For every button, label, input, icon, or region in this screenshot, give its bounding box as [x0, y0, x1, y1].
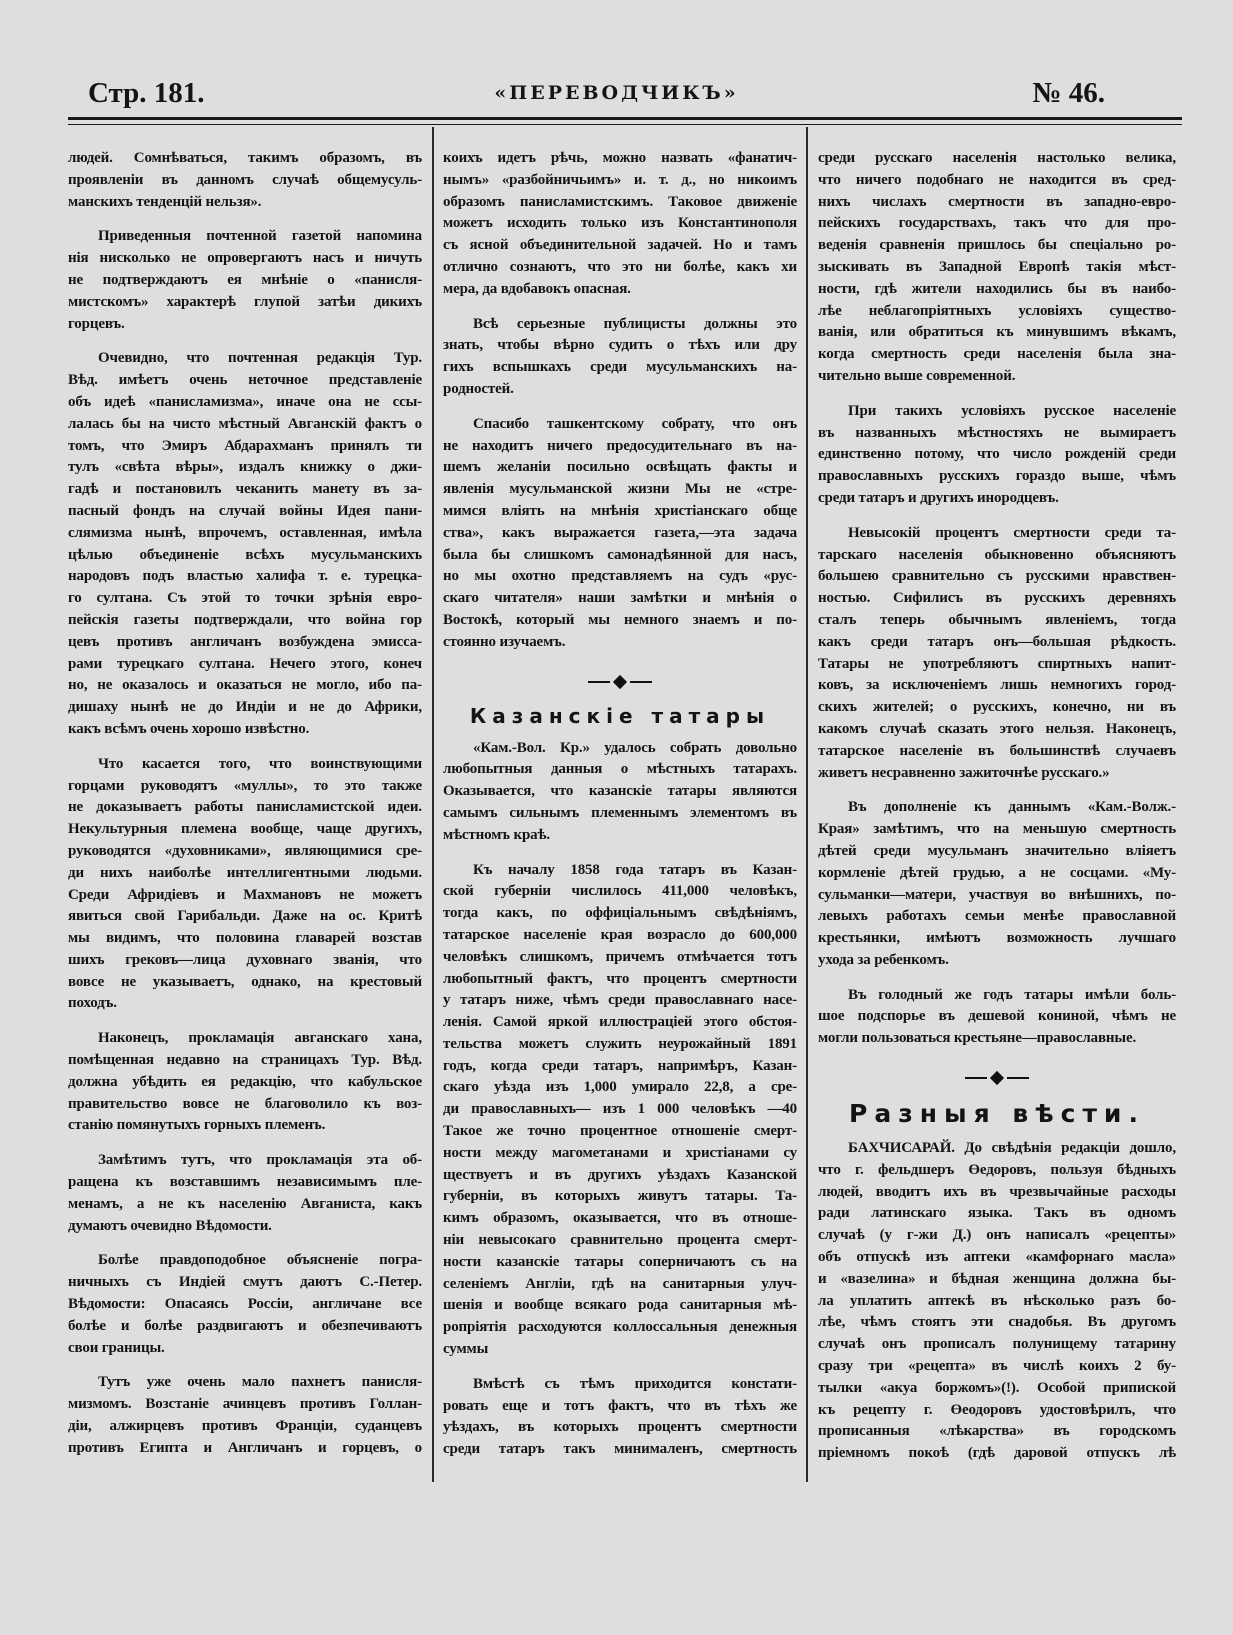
text-line: ществуетъ и въ другихъ уѣздахъ Казанской [443, 1166, 797, 1183]
text-line: ности между магометанами и христіанами су [443, 1144, 797, 1161]
text-line: людей, вводитъ ихъ въ чрезвычайные расходы [818, 1183, 1176, 1200]
header-rule-thick [68, 117, 1182, 120]
column-2 [443, 148, 797, 1474]
text-line: у татаръ ниже, чѣмъ среди православнаго насе- [443, 992, 797, 1009]
text-line: явиться свой Гарибальди. Даже на ос. Критѣ [68, 908, 422, 925]
text-line: мимся вліять на мнѣнія христіанскаго обще [443, 502, 797, 519]
paragraph [68, 754, 422, 1016]
text-line: губерніи, въ которыхъ живутъ татары. Та- [443, 1188, 797, 1205]
text-line: живетъ несравненно зажиточнѣе русскаго.» [818, 764, 1110, 781]
text-line: руководятся «духовниками», являющимися сре- [68, 842, 422, 859]
header-rule-thin [68, 124, 1182, 125]
text-line: объ идеѣ «панисламизма», иначе она не ссы- [68, 393, 422, 410]
paragraph [443, 414, 797, 654]
paragraph [818, 401, 1176, 510]
text-line: но мы охотно представляемъ на судъ «рус- [443, 568, 797, 585]
paragraph [443, 148, 797, 301]
section-heading: Разныя вѣсти. [849, 1099, 1145, 1129]
paragraph [68, 148, 422, 213]
issue-number: № 46. [1032, 77, 1105, 109]
text-line: Къ началу 1858 года татаръ въ Казан- [473, 861, 797, 878]
text-line: томъ, что Эмиръ Абдарахманъ принялъ ти [68, 437, 422, 454]
text-line: зыскивать въ Западной Европѣ такія мѣст- [818, 258, 1176, 275]
text-line: ніи невысокаго сравнительно процента смерт- [443, 1232, 797, 1249]
text-line: ращена къ возставшимъ независимымъ пле- [68, 1174, 422, 1191]
text-line: пейскія газеты подтверждали, что война гор [68, 611, 422, 628]
text-line: Вѣд. имѣетъ очень неточное представленіе [68, 372, 422, 389]
column-divider [432, 127, 434, 1482]
text-line: ради латинскаго языка. Такъ въ одномъ [818, 1205, 1176, 1222]
text-line: Замѣтимъ тутъ, что прокламація эта об- [98, 1152, 422, 1169]
text-line: ленія. Самой яркой иллюстраціей этого обстоя- [443, 1014, 797, 1031]
section-heading: Казанскіе татары [469, 703, 771, 728]
column-1 [68, 148, 422, 1473]
text-line: походъ. [68, 995, 117, 1012]
text-line: ничныхъ съ Индіей смутъ даютъ С.-Петер. [68, 1274, 422, 1291]
text-line: шихъ грековъ—лица духовнаго званія, что [68, 951, 422, 968]
text-line: лѣе неблагопріятныхъ условіяхъ существо- [818, 302, 1176, 319]
text-line: слямизма нынѣ, впрочемъ, оставленная, имѣла [68, 524, 422, 541]
text-line: когда смертность среди населенія была зна- [818, 346, 1176, 363]
section-divider-ornament-icon [818, 1064, 1176, 1092]
text-line: тарскаго населенія обыкновенно объясняютъ [818, 546, 1176, 563]
paragraph [68, 1372, 422, 1459]
text-line: ковъ, за исключеніемъ лишь немногихъ город- [818, 677, 1176, 694]
paragraph [68, 1028, 422, 1137]
text-line: гихъ вспышкахъ среди мусульманскихъ на- [443, 359, 797, 376]
text-line: Болѣе правдоподобное объясненіе погра- [98, 1252, 422, 1269]
text-line: горцами руководятъ «муллы», то это также [68, 777, 422, 794]
text-line: любопытныя данныя о мѣстныхъ татарахъ. [443, 761, 797, 778]
text-line: и «вазелина» и бѣдная женщина должна бы- [818, 1270, 1176, 1287]
text-line: народовъ подъ властью халифа т. е. турецка- [68, 568, 422, 585]
text-line: ропріятія расходуются коллоссальныя денежныя [443, 1319, 797, 1336]
text-line: какомъ случаѣ сказать этого нельзя. Наконецъ, [818, 720, 1176, 737]
text-line: стоянно изучаемъ. [443, 633, 566, 650]
text-line: го султана. Съ этой то точки зрѣнія евро- [68, 590, 422, 607]
text-line: случаѣ онъ прописалъ полунищему татарину [818, 1336, 1176, 1353]
text-line: гадѣ и постановилъ чеканить манету въ за- [68, 481, 422, 498]
text-line: съ ясной объединительной задачей. Но и тамъ [443, 237, 797, 254]
text-line: менамъ, а не къ населенію Авганиста, какъ [68, 1195, 422, 1212]
paragraph [443, 1374, 797, 1461]
paragraph [68, 1150, 422, 1237]
text-line: нихъ числахъ смертности въ западно-евро- [818, 193, 1176, 210]
paragraph [68, 1250, 422, 1359]
text-line: пріемномъ покоѣ (гдѣ даровой отпускъ лѣ [818, 1445, 1176, 1462]
text-line: татарское населеніе въ большинствѣ случаевъ [818, 742, 1176, 759]
text-line: Въ голодный же годъ татары имѣли боль- [848, 986, 1176, 1003]
text-line: Такое же точно процентное отношеніе смерт- [443, 1123, 797, 1140]
text-line: Востокѣ, который мы немного знаемъ и по- [443, 611, 797, 628]
text-line: левыхъ работахъ семьи менѣе православной [818, 908, 1176, 925]
text-line: суммы [443, 1341, 489, 1358]
text-line: годъ, когда среди татаръ, напримѣръ, Казан- [443, 1057, 797, 1074]
text-line: чительно выше современной. [818, 367, 1016, 384]
text-line: крестьянки, имѣютъ возможность лучшаго [818, 930, 1176, 947]
paragraph [818, 148, 1176, 388]
paragraph [68, 226, 422, 335]
text-line: сульманки—матери, участвуя во внѣшнихъ, по- [818, 886, 1176, 903]
text-line: православныхъ русскихъ гораздо выше, чѣмъ [818, 468, 1176, 485]
text-line: кормленіе дѣтей грудью, а не сосцами. «Му- [818, 864, 1176, 881]
text-line: человѣкъ слишкомъ, причемъ отмѣчается тотъ [443, 948, 797, 965]
text-line: скихъ жителей; о русскихъ, конечно, ни въ [818, 699, 1176, 716]
text-line: мѣстномъ краѣ. [443, 826, 550, 843]
text-line: При такихъ условіяхъ русское населеніе [848, 402, 1176, 419]
text-line: правительство вовсе не благоволило къ воз- [68, 1095, 422, 1112]
text-line: ди нихъ наиболѣе интеллигентными людьми. [68, 864, 422, 881]
text-line: единственно потому, что число рожденій среди [818, 446, 1176, 463]
text-line: Невысокій процентъ смертности среди та- [848, 524, 1176, 541]
text-line: мистскомъ» характерѣ глупой затѣи дикихъ [68, 293, 422, 310]
text-line: что ничего подобнаго не находится въ сред- [818, 171, 1176, 188]
text-line: не находитъ ничего предосудительнаго въ на- [443, 437, 797, 454]
text-line: цевъ противъ англичанъ возбуждена эмисса- [68, 633, 422, 650]
paragraph [68, 348, 422, 740]
text-line: Некультурныя племена вообще, чаще другихъ, [68, 821, 422, 838]
text-line: ства», какъ выражается газета,—эта задача [443, 524, 797, 541]
text-line: Всѣ серьезные публицисты должны это [473, 315, 797, 332]
text-line: сразу три «рецепта» въ числѣ коихъ 2 бу- [818, 1358, 1176, 1375]
text-line: любопытный фактъ, что процентъ смертности [443, 970, 797, 987]
text-line: къ рецепту г. Өеодоровъ удостовѣрилъ, что [818, 1401, 1176, 1418]
text-line: знать, чтобы вѣрно судить о тѣхъ или дру [443, 337, 797, 354]
text-line: Въ дополненіе къ даннымъ «Кам.-Волж.- [848, 799, 1176, 816]
text-line: скаго уѣзда изъ 1,000 умирало 22,8, а сре- [443, 1079, 797, 1096]
text-line: случаѣ (у г-жи Д.) онъ написалъ «рецепты» [818, 1227, 1176, 1244]
text-line: мизмомъ. Возстаніе ачинцевъ противъ Голлан- [68, 1396, 422, 1413]
text-line: объ отпускѣ изъ аптеки «камфорнаго масла» [818, 1249, 1176, 1266]
text-line: самымъ сильнымъ племеннымъ элементомъ въ [443, 804, 797, 821]
text-line: прописанныя «лѣкарства» въ городскомъ [818, 1423, 1176, 1440]
text-line: среди русскаго населенія настолько велика, [818, 150, 1176, 166]
text-line: пейскихъ государствахъ, такъ что для про- [818, 215, 1176, 232]
text-line: лалась бы на чисто мѣстный Авганскій фактъ о [68, 415, 422, 432]
paragraph [443, 860, 797, 1361]
paragraph [818, 523, 1176, 785]
text-line: діи, алжирцевъ противъ Франціи, суданцевъ [68, 1418, 422, 1435]
text-line: татарское населеніе края возрасло до 600,000 [443, 926, 797, 943]
text-line: горцевъ. [68, 315, 125, 332]
text-line: шемъ желаніи посильно освѣщать факты и [443, 459, 797, 476]
text-line: Наконецъ, прокламація авганскаго хана, [98, 1030, 422, 1047]
text-line: сталъ теперь обычнымъ явленіемъ, тогда [818, 611, 1176, 628]
text-line: тогда какъ, по оффиціальнымъ свѣдѣніямъ, [443, 905, 797, 922]
text-line: веденія сравненія пришлось бы спеціально ро- [818, 237, 1176, 254]
text-line: вовсе не указываетъ, однако, на крестовый [68, 973, 422, 990]
text-line: Среди Афридіевъ и Махмановъ не можетъ [68, 886, 422, 903]
text-line: селеніемъ Англіи, гдѣ на санитарныя улуч- [443, 1275, 797, 1292]
text-line: лѣе, чѣмъ стоятъ эти снадобья. Въ другомъ [818, 1314, 1176, 1331]
text-line: тылки «акуа боржомъ»(!). Особой припиской [818, 1379, 1176, 1396]
text-line: свои границы. [68, 1339, 165, 1356]
text-line: ди православныхъ— изъ 1 000 человѣкъ —40 [443, 1101, 797, 1118]
text-line: Оказывается, что казанскіе татары являются [443, 783, 797, 800]
text-line: Спасибо ташкентскому собрату, что онъ [473, 415, 797, 432]
text-line: ностью. Сифилисъ въ русскихъ деревняхъ [818, 590, 1176, 607]
text-line: противъ Египта и Англичанъ и горцевъ, о [68, 1439, 422, 1456]
text-line: ванія, или обратиться къ минувшимъ вѣкамъ, [818, 324, 1176, 341]
text-line: нія нисколько не опровергаютъ насъ и ничуть [68, 250, 422, 267]
text-line: образомъ панисламистскимъ. Таковое движеніе [443, 193, 797, 210]
text-line: болѣе и болѣе раздвигаютъ и обезпечиваютъ [68, 1317, 422, 1334]
text-line: коихъ идетъ рѣчь, можно назвать «фанатич- [443, 150, 797, 166]
text-line: пасный фондъ на случай войны Идея пани- [68, 502, 422, 519]
text-line: Вмѣстѣ съ тѣмъ приходится констати- [473, 1375, 797, 1392]
text-line: тулъ «свѣта вѣры», издалъ книжку о джи- [68, 459, 422, 476]
text-line: должна убѣдить ея редакцію, что кабульское [68, 1073, 422, 1090]
text-line: проявленіи въ данномъ случаѣ общемусуль- [68, 171, 422, 188]
text-line: среди татаръ такъ минималенъ, смертность [443, 1441, 797, 1458]
text-line: ности казанскіе татары соперничаютъ съ на [443, 1253, 797, 1270]
text-line: Вѣдомости: Опасаясь Россіи, англичане все [68, 1296, 422, 1313]
text-line: манскихъ тенденцій нельзя». [68, 193, 262, 210]
paragraph [818, 1138, 1176, 1465]
paragraph [818, 985, 1176, 1050]
text-line: шое подспорье въ дешевой кониной, чѣмъ не [818, 1008, 1176, 1025]
text-line: рами турецкаго султана. Нечего этого, конеч [68, 655, 422, 672]
text-line: Что касается того, что воинствующими [98, 755, 422, 772]
newspaper-title: «ПЕРЕВОДЧИКЪ» [494, 82, 739, 104]
text-line: БАХЧИСАРАЙ. До свѣдѣнія редакціи дошло, [848, 1140, 1176, 1157]
text-line: тельства можетъ служить неурожайный 1891 [443, 1035, 797, 1052]
text-line: Очевидно, что почтенная редакція Тур. [98, 350, 422, 367]
text-line: въ названныхъ мѣстностяхъ не вымираетъ [818, 424, 1176, 441]
text-line: цѣлью объединеніе всѣхъ мусульманскихъ [68, 546, 422, 563]
paragraph [443, 738, 797, 847]
column-3 [818, 148, 1176, 1478]
text-line: не доказываетъ работы панисламистской идеи. [68, 799, 422, 816]
text-line: скаго читателя» наши замѣтки и мнѣнія о [443, 590, 797, 607]
text-line: ухода за ребенкомъ. [818, 951, 949, 968]
text-line: станію помянутыхъ горныхъ племенъ. [68, 1117, 326, 1134]
text-line: явленія мусульманской жизни Мы не «стре- [443, 481, 797, 498]
text-line: Края» замѣтимъ, что на меньшую смертность [818, 821, 1176, 838]
text-line: какъ среди татаръ онъ—большая рѣдкость. [818, 633, 1176, 650]
text-line: нымъ» «разбойничьимъ» и. т. д., но никоимъ [443, 171, 797, 188]
text-line: могли пользоваться крестьяне—православные. [818, 1030, 1137, 1047]
text-line: Татары не употребляютъ спиртныхъ напит- [818, 655, 1176, 672]
text-line: отлично сознаютъ, что это ни болѣе, какъ хи [443, 258, 797, 275]
text-line: что г. фельдшеръ Өедоровъ, пользуя бѣдныхъ [818, 1161, 1176, 1178]
section-divider-ornament-icon [443, 668, 797, 696]
text-line: большею сравнительно съ русскими нравствен- [818, 568, 1176, 585]
text-line: ровать еще и тотъ фактъ, что въ тѣхъ же [443, 1397, 797, 1414]
text-line: Приведенныя почтенной газетой напомина [98, 228, 422, 245]
text-line: помѣщенная недавно на страницахъ Тур. Вѣд. [68, 1052, 422, 1069]
text-line: людей. Сомнѣваться, такимъ образомъ, въ [68, 150, 422, 166]
text-line: дишаху нынѣ не до Индіи и не до Африки, [68, 699, 422, 716]
paragraph [443, 314, 797, 401]
column-divider [806, 127, 808, 1482]
text-line: кимъ образомъ, оказывается, что въ отноше- [443, 1210, 797, 1227]
text-line: среди татаръ и другихъ инородцевъ. [818, 489, 1059, 506]
page-number: Стр. 181. [88, 77, 205, 109]
text-line: мера, да вдобавокъ опасная. [443, 280, 631, 297]
text-line: не подтверждаютъ ея мнѣніе о «панисля- [68, 271, 422, 288]
text-line: но, не оказалось и оказаться не могло, ибо па- [68, 677, 422, 694]
paragraph [818, 797, 1176, 971]
text-line: уѣздахъ, въ которыхъ процентъ смертности [443, 1419, 797, 1436]
text-line: дѣтей среди мусульманъ значительно вліяетъ [818, 842, 1176, 859]
text-line: ской губерніи числилось 411,000 человѣкъ, [443, 883, 797, 900]
text-line: Тутъ уже очень мало пахнетъ панисля- [98, 1374, 422, 1391]
text-line: была бы слишкомъ самонадѣянной для насъ, [443, 546, 797, 563]
text-line: ла уплатить аптекѣ въ нѣсколько разъ бо- [818, 1292, 1176, 1309]
text-line: мы видимъ, что половина главарей возстав [68, 930, 422, 947]
text-line: думаютъ очевидно Вѣдомости. [68, 1217, 272, 1234]
text-line: шенія и вообще всякаго рода санитарныя мѣ- [443, 1297, 797, 1314]
text-line: родностей. [443, 380, 514, 397]
text-line: «Кам.-Вол. Кр.» удалось собрать довольно [473, 739, 797, 756]
text-line: ности, гдѣ жители находились бы въ наибо- [818, 280, 1176, 297]
text-line: какъ всѣмъ очень хорошо извѣстно. [68, 720, 310, 737]
text-line: можетъ исходить только изъ Константинополя [443, 215, 797, 232]
